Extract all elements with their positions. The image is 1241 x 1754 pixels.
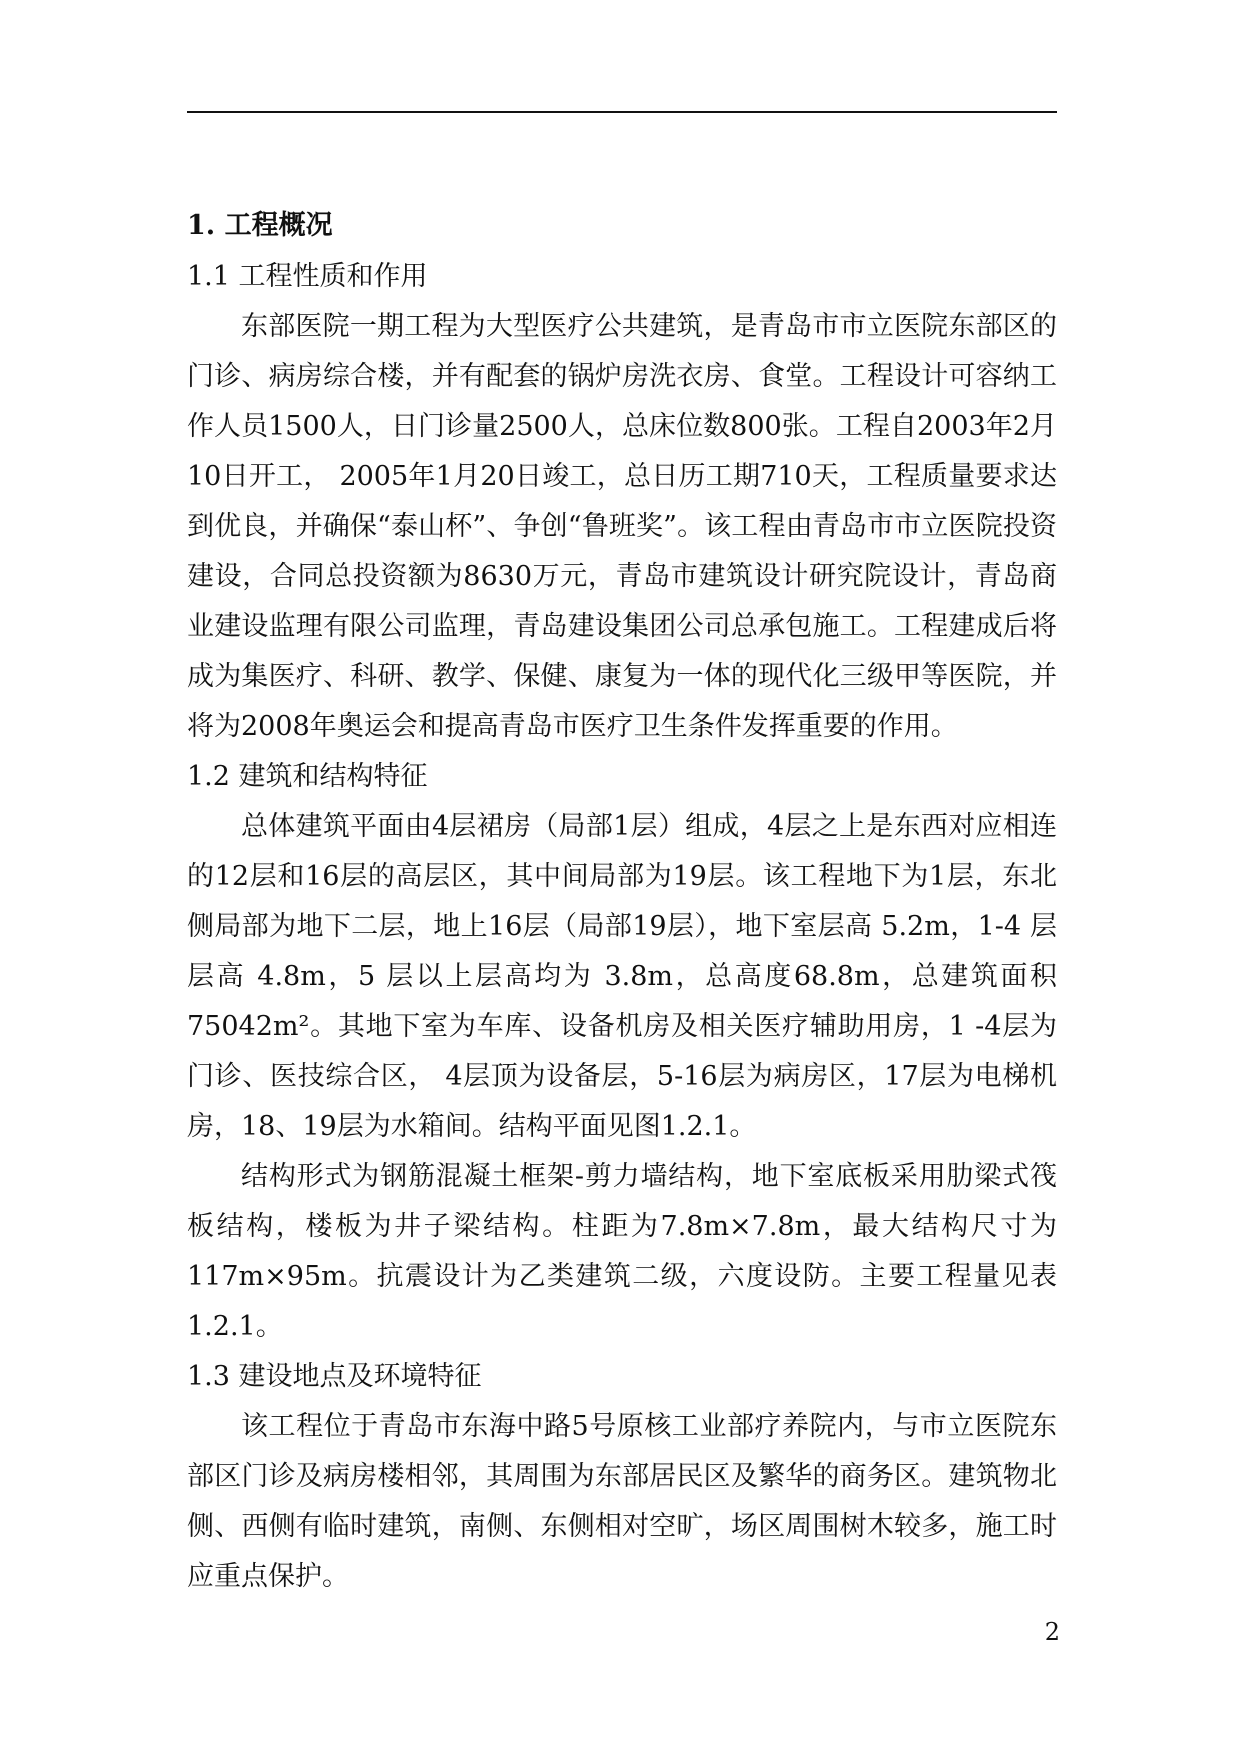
paragraph-1-2-b: 结构形式为钢筋混凝土框架-剪力墙结构，地下室底板采用肋梁式筏板结构，楼板为井子梁结构。柱距为7.8m×7.8m，最大结构尺寸为117m×95m。抗震设计为乙类建筑二级，六度设防。主要工程量见表1.2.1。 (187, 1161, 1057, 1342)
page-number: 2 (1044, 1618, 1060, 1646)
paragraph-1-3: 该工程位于青岛市东海中路5号原核工业部疗养院内，与市立医院东部区门诊及病房楼相邻，其周围为东部居民区及繁华的商务区。建筑物北侧、西侧有临时建筑，南侧、东侧相对空旷，场区周围树木较多，施工时应重点保护。 (187, 1411, 1057, 1592)
document-body (187, 200, 1057, 1602)
section-title-1-3: 1.3 建设地点及环境特征 (187, 1361, 482, 1392)
paragraph-1-1: 东部医院一期工程为大型医疗公共建筑，是青岛市市立医院东部区的门诊、病房综合楼，并有配套的锅炉房洗衣房、食堂。工程设计可容纳工作人员1500人，日门诊量2500人，总床位数800张。工程自2003年2月10日开工， 2005年1月20日竣工，总日历工期710天，工程质量要求达到优良，并确保“泰山杯”、争创“鲁班奖”。该工程由青岛市市立医院投资建设，合同总投资额为8630万元，青岛市建筑设计研究院设计，青岛商业建设监理有限公司监理，青岛建设集团公司总承包施工。工程建成后将成为集医疗、科研、教学、保健、康复为一体的现代化三级甲等医院，并将为2008年奥运会和提高青岛市医疗卫生条件发挥重要的作用。 (187, 311, 1057, 742)
section-title-1: 1. 工程概况 (187, 210, 333, 241)
section-title-1-1: 1.1 工程性质和作用 (187, 261, 428, 292)
section-title-1-2: 1.2 建筑和结构特征 (187, 761, 428, 792)
header-rule (187, 111, 1057, 113)
paragraph-1-2-a: 总体建筑平面由4层裙房（局部1层）组成，4层之上是东西对应相连的12层和16层的高层区，其中间局部为19层。该工程地下为1层，东北侧局部为地下二层，地上16层（局部19层），地下室层高 5.2m，1-4 层层高 4.8m，5 层以上层高均为 3.8m，总高度68.8m，总建筑面积75042m²。其地下室为车库、设备机房及相关医疗辅助用房，1 -4层为门诊、医技综合区， 4层顶为设备层，5-16层为病房区，17层为电梯机房，18、19层为水箱间。结构平面见图1.2.1。 (187, 811, 1057, 1142)
